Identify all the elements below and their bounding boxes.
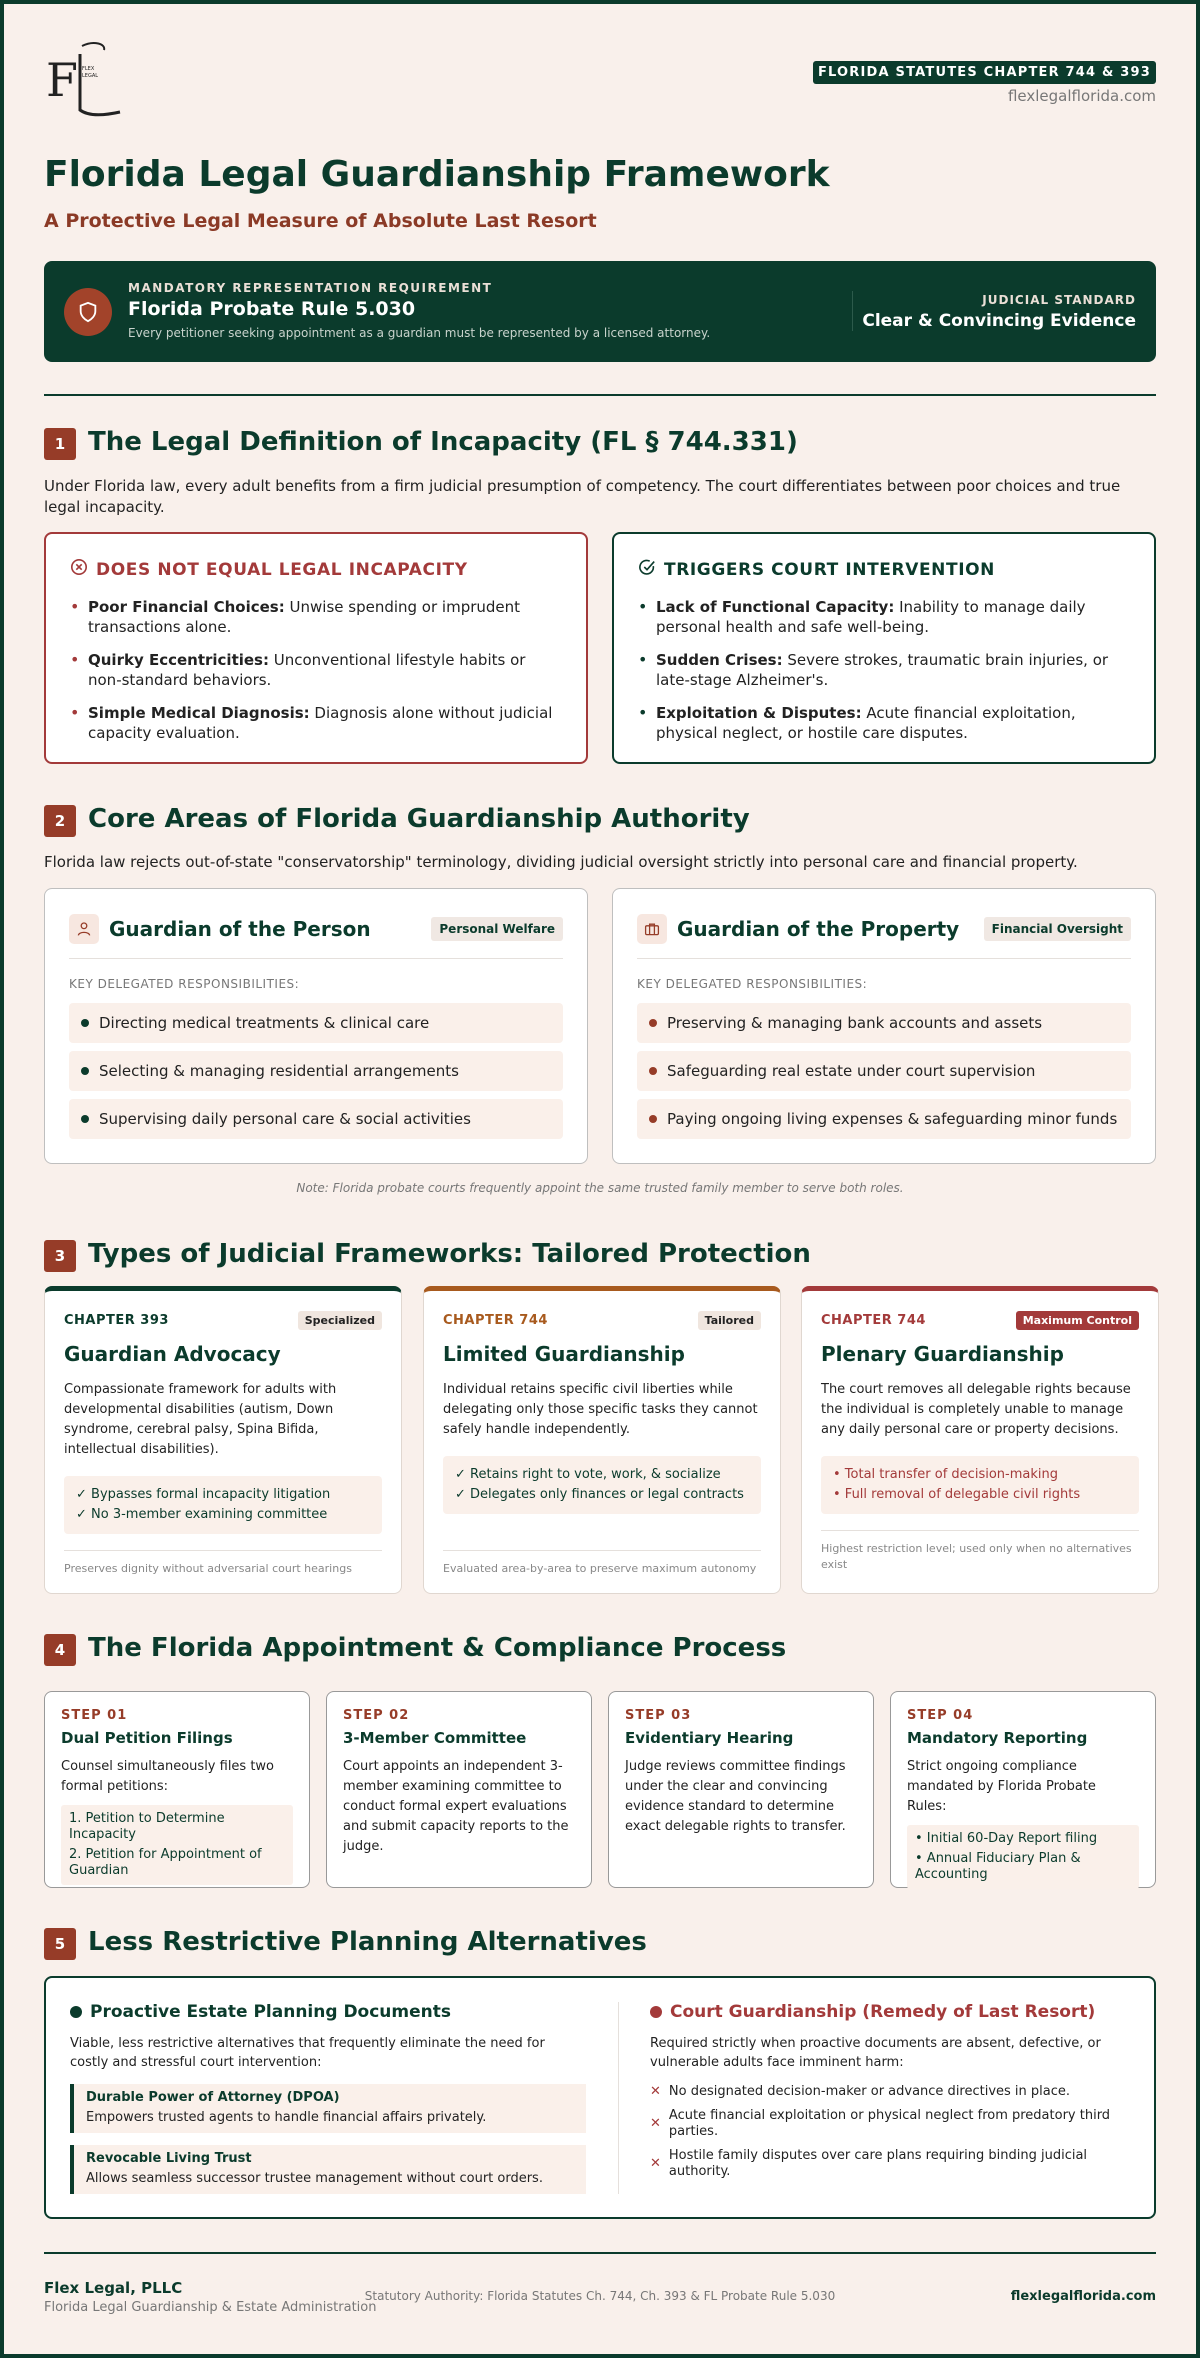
column-desc: Viable, less restrictive alternatives that frequently eliminate the need for costly and stressful court intervention: <box>70 2036 545 2070</box>
framework-tag: Tailored <box>698 1311 761 1330</box>
briefcase-icon <box>637 914 667 944</box>
red-dot-icon <box>650 2006 662 2018</box>
x-circle-icon <box>70 558 88 581</box>
x-icon: ✕ <box>650 2116 661 2131</box>
column-heading: Proactive Estate Planning Documents <box>90 2002 452 2022</box>
banner-divider <box>852 291 853 331</box>
section-title: The Florida Appointment & Compliance Process <box>88 1633 787 1663</box>
banner-right-value: Clear & Convincing Evidence <box>862 311 1136 331</box>
step-desc: Strict ongoing compliance mandated by Florida Probate Rules: <box>907 1759 1096 1814</box>
svg-text:LEGAL: LEGAL <box>82 73 99 79</box>
page-title: Florida Legal Guardianship Framework <box>44 154 830 195</box>
framework-footer: Highest restriction level; used only when no alternatives exist <box>821 1542 1132 1571</box>
step-box: • Initial 60-Day Report filing • Annual Fiduciary Plan & Accounting <box>907 1825 1139 1889</box>
divider <box>44 2252 1156 2254</box>
banner-title: Florida Probate Rule 5.030 <box>128 298 416 320</box>
document-item: Durable Power of Attorney (DPOA) Empowers trusted agents to handle financial affairs privately. <box>70 2084 586 2133</box>
footer-site-link[interactable]: flexlegalflorida.com <box>1010 2289 1156 2304</box>
step-card-3 <box>608 1691 874 1888</box>
list-item: Preserving & managing bank accounts and assets <box>637 1003 1131 1043</box>
shield-icon <box>64 288 112 336</box>
list-item: • Exploitation & Disputes: Acute financial exploitation, physical neglect, or hostile care disputes. <box>638 703 1130 743</box>
not-incapacity-card <box>44 532 588 764</box>
section-title: The Legal Definition of Incapacity (FL § 744.331) <box>88 427 798 457</box>
list-item: Directing medical treatments & clinical care <box>69 1003 563 1043</box>
section-note: Note: Florida probate courts frequently appoint the same trusted family member to serve both roles. <box>296 1181 904 1195</box>
banner-kicker: MANDATORY REPRESENTATION REQUIREMENT <box>128 281 493 295</box>
section-intro: Under Florida law, every adult benefits from a firm judicial presumption of competency. The court differentiates between poor choices and true legal incapacity. <box>44 477 1121 516</box>
section-intro: Florida law rejects out-of-state "conservatorship" terminology, dividing judicial oversight strictly into personal care and financial property. <box>44 853 1078 871</box>
footer-firm-name: Flex Legal, PLLC <box>44 2279 183 2297</box>
guardian-person-card <box>44 888 588 1164</box>
section-number: 3 <box>44 1240 76 1272</box>
framework-footer: Preserves dignity without adversarial court hearings <box>64 1562 352 1575</box>
framework-points: ✓ Retains right to vote, work, & socialize ✓ Delegates only finances or legal contracts <box>443 1456 761 1514</box>
step-box: 1. Petition to Determine Incapacity 2. Petition for Appointment of Guardian <box>61 1805 293 1885</box>
framework-desc: Individual retains specific civil liberties while delegating only those specific tasks they cannot safely handle independently. <box>443 1382 758 1437</box>
section-number: 4 <box>44 1634 76 1666</box>
section-title: Core Areas of Florida Guardianship Authority <box>88 804 750 834</box>
svg-text:FLEX: FLEX <box>82 66 95 72</box>
step-card-4 <box>890 1691 1156 1888</box>
chapter-label: CHAPTER 744 <box>821 1313 926 1328</box>
step-card-2 <box>326 1691 592 1888</box>
guardian-property-card <box>612 888 1156 1164</box>
framework-points: ✓ Bypasses formal incapacity litigation ✓ No 3-member examining committee <box>64 1476 382 1534</box>
step-desc: Judge reviews committee findings under the clear and convincing evidence standard to determine exact delegable rights to transfer. <box>625 1759 846 1834</box>
divider <box>44 394 1156 396</box>
framework-title: Limited Guardianship <box>443 1342 685 1366</box>
framework-tag: Specialized <box>298 1311 382 1330</box>
flex-legal-logo <box>44 40 124 124</box>
section-number: 2 <box>44 805 76 837</box>
list-item: Safeguarding real estate under court supervision <box>637 1051 1131 1091</box>
section-title: Less Restrictive Planning Alternatives <box>88 1927 647 1957</box>
card-heading: TRIGGERS COURT INTERVENTION <box>664 559 996 580</box>
section-title: Types of Judicial Frameworks: Tailored Protection <box>88 1239 811 1269</box>
list-item: Selecting & managing residential arrangements <box>69 1051 563 1091</box>
representation-banner <box>44 261 1156 362</box>
list-item: • Sudden Crises: Severe strokes, traumatic brain injuries, or late-stage Alzheimer's. <box>638 650 1130 690</box>
check-circle-icon <box>638 558 656 581</box>
framework-points: • Total transfer of decision-making • Full removal of delegable civil rights <box>821 1456 1139 1514</box>
step-title: Evidentiary Hearing <box>625 1729 794 1747</box>
column-heading: Court Guardianship (Remedy of Last Resort) <box>670 2002 1096 2022</box>
step-label: STEP 02 <box>343 1708 410 1723</box>
banner-right-kicker: JUDICIAL STANDARD <box>982 293 1136 307</box>
list-item: ✕ Acute financial exploitation or physical neglect from predatory third parties. <box>650 2108 1111 2139</box>
step-card-1 <box>44 1691 310 1888</box>
green-dot-icon <box>70 2006 82 2018</box>
list-item: • Poor Financial Choices: Unwise spending or imprudent transactions alone. <box>70 597 562 637</box>
step-title: Mandatory Reporting <box>907 1729 1088 1747</box>
step-label: STEP 04 <box>907 1708 974 1723</box>
alternatives-card <box>44 1976 1156 2219</box>
person-icon <box>69 914 99 944</box>
statutes-chip: FLORIDA STATUTES CHAPTER 744 & 393 <box>813 61 1156 84</box>
triggers-card <box>612 532 1156 764</box>
section-number: 1 <box>44 428 76 460</box>
list-item: ✕ Hostile family disputes over care plans requiring binding judicial authority. <box>650 2148 1088 2179</box>
framework-title: Plenary Guardianship <box>821 1342 1064 1366</box>
card-title: Guardian of the Property <box>677 917 960 941</box>
framework-desc: Compassionate framework for adults with developmental disabilities (autism, Down syndrome, cerebral palsy, Spina Bifida, intellectual disabilities). <box>64 1382 337 1457</box>
chapter-label: CHAPTER 393 <box>64 1313 169 1328</box>
card-title: Guardian of the Person <box>109 917 371 941</box>
list-item: • Simple Medical Diagnosis: Diagnosis alone without judicial capacity evaluation. <box>70 703 562 743</box>
list-item: ✕ No designated decision-maker or advance directives in place. <box>650 2084 1071 2099</box>
list-item: Paying ongoing living expenses & safeguarding minor funds <box>637 1099 1131 1139</box>
step-title: Dual Petition Filings <box>61 1729 233 1747</box>
banner-desc: Every petitioner seeking appointment as a guardian must be represented by a licensed attorney. <box>128 326 711 340</box>
footer-firm-sub: Florida Legal Guardianship & Estate Administration <box>44 2300 377 2315</box>
responsibilities-label: KEY DELEGATED RESPONSIBILITIES: <box>69 977 300 991</box>
planning-documents-column <box>70 2002 586 2194</box>
role-tag: Personal Welfare <box>431 917 563 941</box>
x-icon: ✕ <box>650 2156 661 2171</box>
card-heading: DOES NOT EQUAL LEGAL INCAPACITY <box>96 559 468 580</box>
list-item: Supervising daily personal care & social activities <box>69 1099 563 1139</box>
site-url[interactable]: flexlegalflorida.com <box>1007 87 1156 105</box>
section-number: 5 <box>44 1928 76 1960</box>
step-label: STEP 01 <box>61 1708 128 1723</box>
chapter-label: CHAPTER 744 <box>443 1313 548 1328</box>
framework-tag: Maximum Control <box>1016 1311 1139 1330</box>
step-desc: Counsel simultaneously files two formal petitions: <box>61 1759 275 1794</box>
responsibilities-label: KEY DELEGATED RESPONSIBILITIES: <box>637 977 868 991</box>
column-desc: Required strictly when proactive documents are absent, defective, or vulnerable adults face imminent harm: <box>650 2036 1101 2070</box>
list-item: • Lack of Functional Capacity: Inability to manage daily personal health and safe well-being. <box>638 597 1130 637</box>
document-item: Revocable Living Trust Allows seamless successor trustee management without court orders. <box>70 2145 586 2194</box>
framework-footer: Evaluated area-by-area to preserve maximum autonomy <box>443 1562 757 1575</box>
framework-card-guardian-advocacy <box>44 1286 402 1594</box>
framework-desc: The court removes all delegable rights because the individual is completely unable to manage any daily personal care or property decisions. <box>821 1382 1131 1437</box>
x-icon: ✕ <box>650 2084 661 2099</box>
framework-card-limited <box>423 1286 781 1594</box>
step-desc: Court appoints an independent 3-member examining committee to conduct formal expert evaluations and submit capacity reports to the judge. <box>343 1759 569 1854</box>
step-title: 3-Member Committee <box>343 1729 527 1747</box>
list-item: • Quirky Eccentricities: Unconventional lifestyle habits or non-standard behaviors. <box>70 650 562 690</box>
step-label: STEP 03 <box>625 1708 692 1723</box>
page-subtitle: A Protective Legal Measure of Absolute Last Resort <box>44 210 597 232</box>
svg-text:F: F <box>46 53 78 107</box>
footer-authority: Statutory Authority: Florida Statutes Ch. 744, Ch. 393 & FL Probate Rule 5.030 <box>364 2289 836 2303</box>
court-guardianship-column <box>650 2002 1140 2180</box>
role-tag: Financial Oversight <box>984 917 1131 941</box>
framework-card-plenary <box>801 1286 1159 1594</box>
framework-title: Guardian Advocacy <box>64 1342 281 1366</box>
